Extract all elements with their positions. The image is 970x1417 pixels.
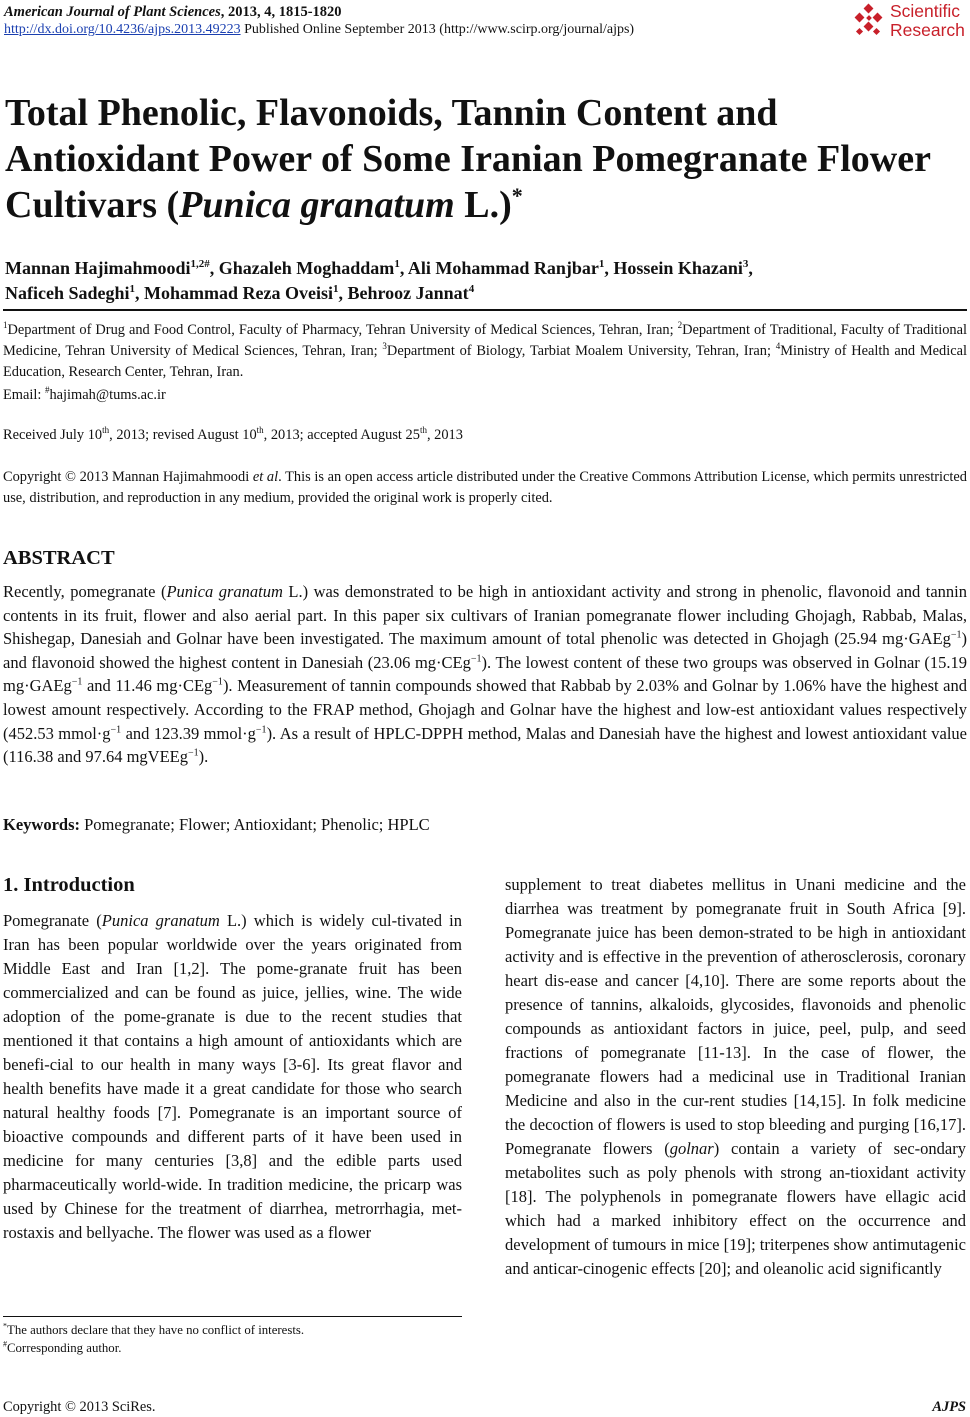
publisher-logo-icon (851, 3, 887, 39)
exponent: −1 (212, 676, 223, 688)
keywords-list: Pomegranate; Flower; Antioxidant; Phenolic; HPLC (80, 815, 430, 834)
abstract-text: L.) was demonstrated to be high in antioxidant activity and strong in phenolic, flavonoid and tannin contents in its fruit, flower and also aerial part. In this paper six cultivars of Iranian pomegranate flower including Ghojagh, Rabbab, Malas, Shishegap, Danesiah and Golnar have been investigated. The maximum amount of total phenolic was detected in Ghojagh (25.94 mg·GAEg (3, 582, 967, 649)
footnote-rule (3, 1316, 462, 1317)
exponent: −1 (188, 747, 199, 759)
email-label: Email: (3, 387, 45, 403)
copyright-notice (3, 467, 967, 509)
author-affiliation-mark: 1 (598, 258, 605, 270)
paper-title (5, 90, 965, 228)
affiliation-number: 1 (3, 320, 8, 331)
exponent: −1 (110, 724, 122, 736)
author-name: Hossein Khazani (613, 258, 743, 278)
footer-copyright: Copyright © 2013 SciRes. (3, 1399, 156, 1415)
footnote-conflict (3, 1322, 304, 1338)
revised-sup: th (256, 425, 264, 436)
revised-text: , 2013; revised August 10 (109, 427, 257, 443)
author-list (5, 256, 965, 306)
author-affiliation-mark: 1 (129, 283, 136, 295)
author-affiliation-mark: 1 (394, 258, 400, 270)
affiliation-text: Department of Biology, Tarbiat Moalem University, Tehran, Iran; (386, 343, 776, 359)
footnote-mark: * (3, 1321, 7, 1331)
exponent: −1 (470, 653, 482, 665)
intro-text: Pomegranate ( (3, 911, 102, 930)
intro-left-column (3, 909, 462, 1245)
abstract-heading: ABSTRACT (3, 547, 115, 569)
logo-line-2: Research (890, 20, 965, 40)
accepted-year: , 2013 (426, 427, 463, 443)
author-separator: , (399, 258, 408, 278)
affiliations (3, 320, 967, 383)
intro-text: supplement to treat diabetes mellitus in Unani medicine and the diarrhea was treatment by pomegranate fruit in South Africa [9]. Pomegranate juice has been demon-strated to be high in antioxidant activity and is effective in the prevention of atherosclerosis, coronary heart dis-ease and cancer [4,10]. There are some reports about the presence of tannins, alkaloids, glycosides, flavonoids and phenolic compounds as antioxidant factors in juice, peel, pulp, and seed fractions of pomegranate [11-13]. In the case of flower, the pomegranate flowers had a medicinal use in Traditional Iranian Medicine and also in the cur-rent studies [14,15]. In folk medicine the decoction of flowers is used to stop bleeding and purging [16,17]. Pomegranate flowers ( (505, 875, 966, 1158)
journal-name: American Journal of Plant Sciences (4, 4, 221, 20)
author-affiliation-mark: 1 (333, 283, 339, 295)
intro-text: L.) which is widely cul-tivated in Iran has been popular worldwide over the years originated from Middle East and Iran [1,2]. The pome-granate fruit has been commercialized and can be found as juice, jellies, wine. The wide adoption of the pome-granate is due to the recent studies that mentioned it that contains a high amount of antioxidants which are benefi-cial to our health in many ways [3-6]. Its great flavor and health benefits have made it a great candidate for those who search natural healthy foods [7]. Pomegranate is an important source of bioactive compounds and different parts of it have been used in medicine for many centuries [3,8] and the edible parts used pharmaceutically world-wide. In tradition medicine, the pricarp was used by Chinese for the treatment of diarrhea, metrorrhagia, met-rostaxis and bellyache. The flower was used as a flower (3, 911, 462, 1242)
affiliation-number: 4 (775, 341, 781, 352)
intro-golnar: golnar (669, 1139, 714, 1158)
author-affiliation-mark: 4 (468, 283, 475, 295)
email-line (3, 385, 166, 405)
journal-volume: , 2013, 4, 1815-1820 (220, 4, 342, 20)
affiliation-text: Department of Drug and Food Control, Faculty of Pharmacy, Tehran University of Medical Sciences, Tehran, Iran; (7, 322, 678, 338)
accepted-text: , 2013; accepted August 25 (263, 427, 420, 443)
keywords-line (3, 814, 430, 836)
author-name: Mannan Hajimahmoodi (5, 258, 191, 278)
scientific-research-logo (851, 1, 969, 41)
author-name: Behrooz Jannat (347, 283, 469, 303)
abstract-text: ) and flavonoid showed the highest content in Danesiah (23.06 mg·CEg (3, 629, 967, 672)
keywords-label: Keywords: (3, 815, 80, 834)
author-separator: , (135, 283, 145, 303)
abstract-text: and 11.46 mg·CEg (82, 676, 213, 696)
intro-right-column (505, 873, 966, 1281)
abstract-body (3, 580, 967, 769)
received-sup: th (102, 425, 110, 436)
title-text-2: L.) (454, 184, 512, 226)
intro-species: Punica granatum (101, 911, 220, 930)
abstract-text: ). As a result of HPLC-DPPH method, Malas and Danesiah have the highest and lowest antioxidant value (116.38 and 97.64 mgVEEg (3, 723, 967, 767)
author-affiliation-mark: 3 (742, 258, 749, 270)
copyright-text-1: Copyright © 2013 Mannan Hajimahmoodi (3, 469, 253, 485)
author-name: Naficeh Sadeghi (5, 283, 130, 303)
author-separator: , (748, 258, 753, 278)
author-name: Ghazaleh Moghaddam (218, 258, 395, 278)
author-separator: , (338, 283, 348, 303)
footer-journal-abbr: AJPS (932, 1399, 966, 1415)
abstract-text: ). (198, 747, 209, 767)
author-name: Ali Mohammad Ranjbar (407, 258, 599, 278)
accepted-sup: th (419, 425, 427, 436)
exponent: −1 (71, 676, 83, 688)
author-name: Mohammad Reza Oveisi (144, 283, 333, 303)
abstract-text: and 123.39 mmol·g (121, 723, 256, 743)
title-species: Punica granatum (179, 184, 455, 226)
journal-header (4, 3, 342, 21)
logo-text (890, 2, 965, 40)
affiliation-number: 3 (382, 341, 387, 352)
abstract-text: ). Measurement of tannin compounds showed that Rabbab by 2.03% and Golnar by 1.06% have the highest and lowest amount respectively. According to the FRAP method, Ghojagh and Golnar have the highest and low-est antioxidant values respectively (452.53 mmol·g (3, 676, 967, 743)
affiliation-number: 2 (677, 320, 683, 331)
intro-text: ) contain a variety of sec-ondary metabolites such as poly phenols with strong an-tioxidant activity [18]. The polyphenols in pomegranate flowers have ellagic acid which had a marked inhibitory effect on the occurrence and development of tumours in mice [19]; triterpenes show antimutagenic and anticar-cinogenic effects [20]; and oleanolic acid significantly (505, 1139, 966, 1278)
introduction-heading: 1. Introduction (3, 874, 135, 896)
affiliation-text: Ministry of Health and Medical Education, Research Center, Tehran, Iran. (3, 343, 967, 380)
publication-line (4, 21, 634, 39)
published-info: Published Online September 2013 (http://www.scirp.org/journal/ajps) (240, 22, 635, 37)
abstract-species: Punica granatum (166, 582, 283, 601)
email-mark: # (44, 385, 50, 396)
abstract-text: Recently, pomegranate ( (3, 582, 167, 601)
received-dates (3, 425, 463, 445)
affiliation-text: Department of Traditional, Faculty of Traditional Medicine, Tehran University of Medical Sciences, Tehran, Iran; (3, 322, 967, 359)
copyright-etal: et al (252, 469, 279, 485)
exponent: −1 (950, 629, 962, 641)
author-separator: , (209, 258, 219, 278)
exponent: −1 (255, 724, 267, 736)
footnote-text: Corresponding author. (7, 1341, 122, 1355)
copyright-text-2: . This is an open access article distributed under the Creative Commons Attribution License, which permits unrestricted use, distribution, and reproduction in any medium, provided the original work is properly cited. (3, 469, 967, 506)
footnote-mark: # (3, 1339, 7, 1349)
header-rule (3, 309, 967, 311)
email-address: hajimah@tums.ac.ir (49, 387, 166, 403)
logo-line-1: Scientific (890, 1, 961, 21)
received-text: Received July 10 (3, 427, 103, 443)
footnote-corresponding (3, 1340, 121, 1356)
author-separator: , (604, 258, 614, 278)
author-affiliation-mark: 1,2# (190, 258, 210, 270)
footnote-text: The authors declare that they have no conflict of interests. (7, 1323, 305, 1337)
title-text-1: Total Phenolic, Flavonoids, Tannin Content and Antioxidant Power of Some Iranian Pomegranate Flower Cultivars ( (5, 92, 931, 226)
title-footnote-mark: * (511, 183, 523, 208)
doi-link[interactable]: http://dx.doi.org/10.4236/ajps.2013.49223 (4, 22, 241, 37)
abstract-text: ). The lowest content of these two groups was observed in Golnar (15.19 mg·GAEg (3, 652, 967, 696)
